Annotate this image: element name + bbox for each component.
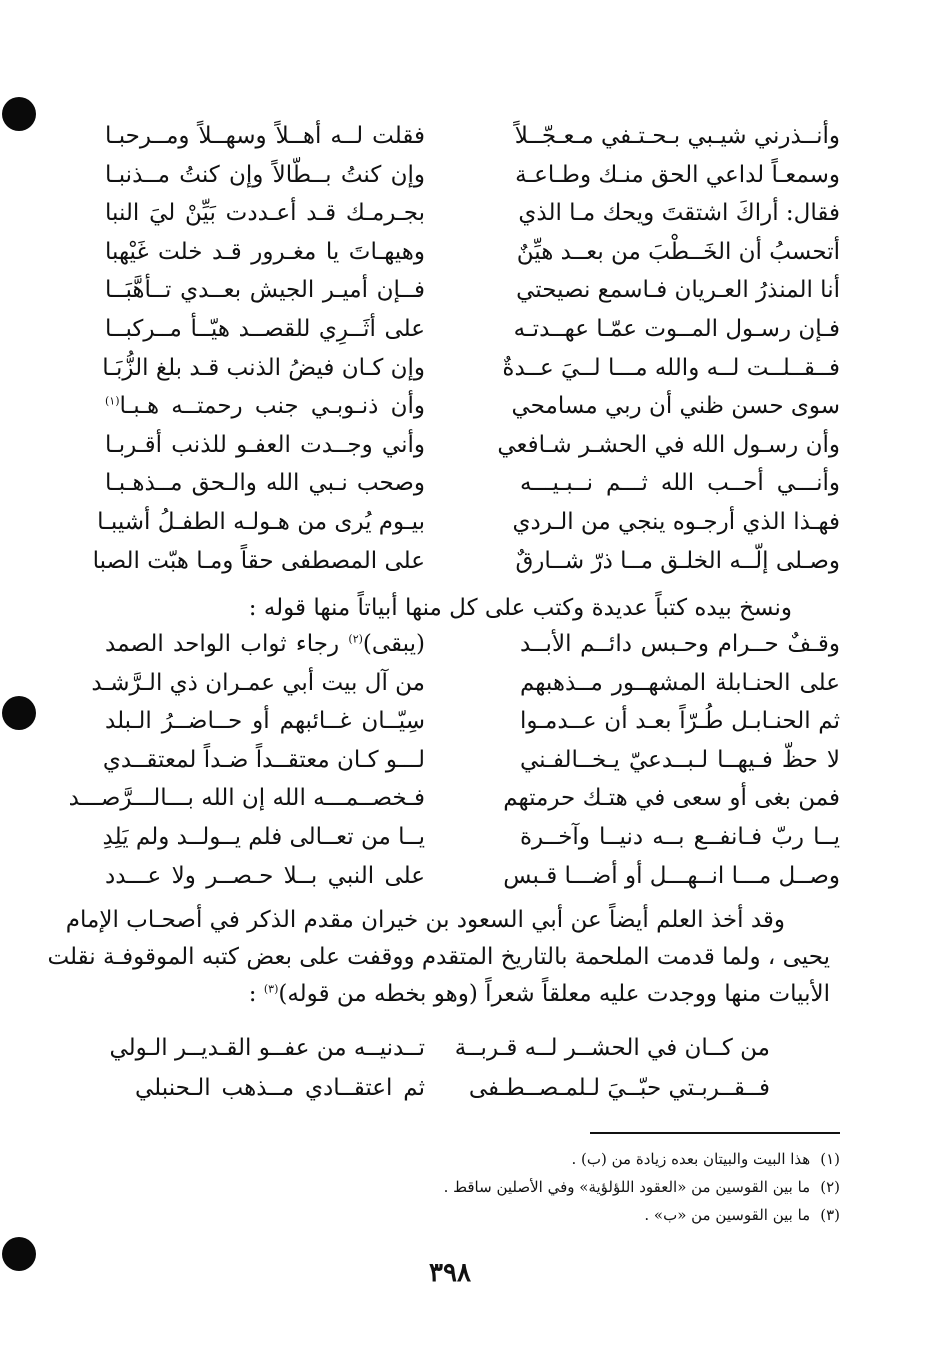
verse xyxy=(80,665,840,704)
verse-second-hemistich: وإن كنتُ بــطّالاً وإن كنتُ مــذنبـا xyxy=(105,161,425,188)
verse xyxy=(80,388,840,427)
verse-first-hemistich: ثم الحنـابـل طُـرّاً بعـد أن عــدمـوا xyxy=(520,708,840,735)
verse-second-hemistich: على أثَــرِي للقصــد هيّــأ مــركبــا xyxy=(105,315,425,342)
hemistich-text: رجاء ثواب الواحد الصمد xyxy=(105,631,349,657)
footnote xyxy=(140,1173,840,1201)
verse-second-hemistich: فـخصــمـــه الله إن الله بـــالـــرَّصـــد xyxy=(68,785,425,812)
paragraph-line xyxy=(78,976,830,1013)
hemistich-insert: (يبقى) xyxy=(362,631,425,657)
verse-first-hemistich: على الحنـابلة المشهــور مــذهبهم xyxy=(520,669,840,696)
verse-second-hemistich: وصحب نـبي الله والـحق مــذهـبـا xyxy=(105,470,425,497)
verse-first-hemistich: وأنــذرني شيـبي بـحـتـفي مـعـجّــلاً xyxy=(514,123,840,149)
verse xyxy=(80,742,840,781)
verse-second-hemistich xyxy=(105,388,425,424)
verse-first-hemistich: لا حظّ فـيهــا لـبــدعيّ يـخــالفـني xyxy=(520,746,840,773)
paragraph-line: وقد أخذ العلم أيضاً عن أبي السعود بن خيران مقدم الذكر في أصحـاب الإمام xyxy=(65,907,785,933)
hemistich-text: وأن ذنـوبـي جنب رحمتــه هـبـا xyxy=(119,393,425,420)
verse-second-hemistich: من آل بيت أبي عمـران ذي الـرَّشـد xyxy=(91,669,425,696)
verse-first-hemistich: فهـذا الذي أرجـوه ينجي من الـردي xyxy=(512,508,840,535)
verse-second-hemistich: يــا من تعــالى فلم يــولــد ولم يَلِدِ xyxy=(102,823,425,850)
poem-block-1 xyxy=(80,118,840,581)
verse-second-hemistich: وإن كـان فيضُ الذنب قـد بلغ الزُّبَـا xyxy=(102,354,425,381)
poem-block-3 xyxy=(80,1030,840,1110)
verse xyxy=(80,350,840,389)
poem-block-2 xyxy=(68,626,840,896)
verse-first-hemistich: يــا ربّ فـانفــع بــه دنيــا وآخــرة xyxy=(520,823,840,850)
verse-second-hemistich: بيـوم يُرى من هـولـه الطفـلُ أشيبـا xyxy=(97,508,425,535)
footnote-number: (٢) xyxy=(820,1178,840,1196)
verse-first-hemistich: أتحسبُ أن الخَــطْبَ من بعــد هيِّنٌ xyxy=(516,238,840,265)
verse-second-hemistich xyxy=(105,626,425,662)
verse-second-hemistich: على النبي بــلا حـصــر ولا عـــدد xyxy=(105,862,425,889)
verse-first-hemistich: سوى حسن ظني أن ربي مسامحي xyxy=(511,393,840,420)
binder-hole-bottom xyxy=(2,1237,36,1271)
verse-first-hemistich: وأن رسـول الله في الحشـر شـافعي xyxy=(497,431,840,458)
verse-first-hemistich: وصـلى إلّــه الخلـق مــا ذرّ شــارقٌ xyxy=(515,547,840,574)
page-number: ٣٩٨ xyxy=(429,1258,471,1288)
verse xyxy=(80,858,840,897)
intro-paragraph-2 xyxy=(47,902,830,1013)
verse xyxy=(80,1030,840,1070)
verse xyxy=(80,465,840,504)
verse xyxy=(80,1070,840,1110)
binder-hole-middle xyxy=(2,696,36,730)
verse-first-hemistich: وقـفٌ حــرام وحـبس دائــم الأبــد xyxy=(520,631,840,657)
verse-second-hemistich: بجـرمـك قـد أعـددت بَيِّنْ ليَ النبا xyxy=(105,200,425,227)
verse-first-hemistich: من كــان في الحشــر لــه قـربــة xyxy=(454,1035,770,1061)
verse-second-hemistich: لـــو كـان معتقــداً ضـداً لمعتقــدي xyxy=(102,746,425,773)
verse xyxy=(80,234,840,273)
verse-first-hemistich: وصــل مـــا انــهـــل أو أضـــا قـبس xyxy=(503,862,840,889)
verse xyxy=(80,703,840,742)
verse-first-hemistich: فقال: أراكَ اشتقتَ ويحك مـا الذي xyxy=(518,200,840,227)
footnotes xyxy=(140,1145,840,1229)
verse xyxy=(68,780,840,819)
paragraph-line: يحيى ، ولما قدمت الملحمة بالتاريخ المتقدم ووقفت على بعض كتبه الموقوفـة نقلت xyxy=(47,944,830,970)
verse-second-hemistich: وأني وجــدت العفـو للذنب أقـربـا xyxy=(105,431,425,458)
verse-second-hemistich: فــإن أميـر الجيش بعــدي تــأهَّبَــا xyxy=(105,277,425,304)
verse-second-hemistich: وهيهـاتَ يا مغـرور قـد خلت غَيْهبا xyxy=(105,238,425,265)
verse xyxy=(80,819,840,858)
footnote-separator xyxy=(590,1132,840,1134)
verse xyxy=(80,427,840,466)
verse xyxy=(80,311,840,350)
verse-first-hemistich: فــقــلــت لــه والله مـــا لــيَ عــدةٌ xyxy=(502,354,840,381)
verse-first-hemistich: فـإن رسـول المــوت عمّـا عهــدتـه xyxy=(513,315,840,342)
line-text: الأبيات منها ووجدت عليه معلقاً شعراً (وهو بخطه من قوله) xyxy=(278,981,830,1007)
footnote xyxy=(140,1201,840,1229)
verse-second-hemistich: فقلت لــه أهــلاً وسهــلاً ومــرحبـا xyxy=(105,123,425,149)
line-text-end: : xyxy=(248,981,264,1007)
verse-first-hemistich: وأنـــي أحــب الله ثـــم نــبـيـــه xyxy=(520,470,840,497)
verse xyxy=(80,272,840,311)
footnote-text: ما بين القوسين من «العقود اللؤلؤية» وفي الأصلين ساقط . xyxy=(443,1178,811,1196)
footnote-text: هذا البيت والبيتان بعده زيادة من (ب) . xyxy=(571,1150,811,1168)
verse-second-hemistich: على المصطفى حقاً ومـا هبّت الصبا xyxy=(92,547,425,574)
verse xyxy=(80,504,840,543)
verse-second-hemistich: سِيّــان غــائبهم أو حــاضــرُ الـبلد xyxy=(105,708,425,735)
verse-second-hemistich: تــدنيــه من عفــو القـديــر الـولي xyxy=(109,1035,425,1061)
footnote-text: ما بين القوسين من «ب» . xyxy=(644,1206,811,1224)
footnote-marker: (٣) xyxy=(263,982,279,996)
footnote-number: (١) xyxy=(820,1150,840,1168)
verse xyxy=(80,157,840,196)
verse xyxy=(80,543,840,582)
verse xyxy=(80,626,840,665)
verse-first-hemistich: فــقــربـتي حبّــيَ لـلمـصــطـفى xyxy=(468,1075,770,1101)
footnote-marker: (١) xyxy=(105,394,120,408)
verse-first-hemistich: فمن بغى أو سعى في هتـك حرمتهم xyxy=(503,785,840,812)
verse-first-hemistich: وسمعـاً لداعي الحق منـك وطـاعـة xyxy=(515,161,840,188)
footnote-number: (٣) xyxy=(820,1206,840,1224)
intro-paragraph-1: ونسخ بيده كتباً عديدة وكتب على كل منها أبياتاً منها قوله : xyxy=(248,595,792,621)
verse-first-hemistich: أنا المنذرُ العـريان فـاسمع نصيحتي xyxy=(516,277,840,304)
verse-second-hemistich: ثم اعتقــادي مــذهب الـحنبلي xyxy=(135,1075,425,1101)
verse xyxy=(80,195,840,234)
footnote-marker: (٢) xyxy=(348,632,363,646)
binder-hole-top xyxy=(2,97,36,131)
footnote xyxy=(140,1145,840,1173)
verse xyxy=(80,118,840,157)
